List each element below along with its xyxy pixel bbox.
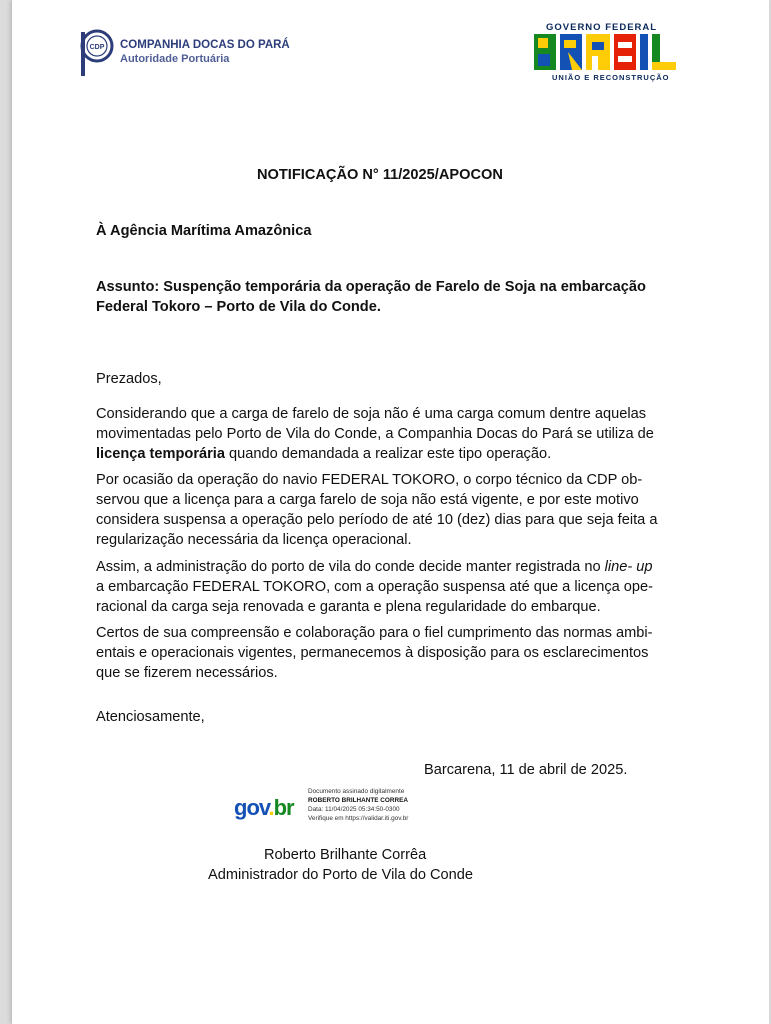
subject xyxy=(96,277,646,317)
paragraph-1-line-3 xyxy=(96,444,654,464)
stamp-date: Data: 11/04/2025 05:34:50-0300 xyxy=(308,806,400,813)
paragraph-4-line-2: entais e operacionais vigentes, permanecemos à disposição para os esclarecimentos xyxy=(96,645,649,661)
paragraph-2-line-1: Por ocasião da operação do navio FEDERAL TOKORO, o corpo técnico da CDP ob- xyxy=(96,472,643,488)
signer-name: Roberto Brilhante Corrêa xyxy=(264,847,427,863)
paragraph-2-line-4: regularização necessária da licença operacional. xyxy=(96,532,412,548)
paragraph-4-line-3: que se fizerem necessários. xyxy=(96,665,278,681)
stamp-details xyxy=(308,787,408,823)
licenca-temporaria-emphasis: licença temporária xyxy=(96,446,225,462)
paragraph-1-line-3-rest: quando demandada a realizar este tipo operação. xyxy=(224,446,552,462)
paragraph-2-line-2: servou que a licença para a carga farelo de soja não está vigente, e por este motivo xyxy=(96,492,639,508)
cdp-emblem-icon xyxy=(78,26,116,78)
paragraph-3-line-1-text: Assim, a administração do porto de vila do conde decide manter registrada no xyxy=(96,559,605,575)
paragraph-4-line-1: Certos de sua compreensão e colaboração para o fiel cumprimento das normas ambi- xyxy=(96,625,653,641)
govbr-gov: gov xyxy=(234,795,269,820)
brasil-wordmark-icon xyxy=(534,34,676,70)
subject-line-1: Assunto: Suspenção temporária da operação de Farelo de Soja na embarcação xyxy=(96,279,646,295)
paragraph-1-line-1: Considerando que a carga de farelo de soja não é uma carga comum dentre aquelas xyxy=(96,406,647,422)
paragraph-1-line-2: movimentadas pelo Porto de Vila do Conde, a Companhia Docas do Pará se utiliza de xyxy=(96,426,654,442)
cdp-company-name: COMPANHIA DOCAS DO PARÁ xyxy=(120,39,290,51)
cdp-logo xyxy=(78,26,298,80)
cdp-mark-text: CDP xyxy=(89,44,105,51)
paragraph-3 xyxy=(96,557,653,617)
governo-federal-logo xyxy=(530,22,680,84)
govbr-br: br xyxy=(273,795,294,820)
closing: Atenciosamente, xyxy=(96,709,205,725)
gov-top-label: GOVERNO FEDERAL xyxy=(546,22,658,33)
place-date: Barcarena, 11 de abril de 2025. xyxy=(424,762,628,778)
paragraph-4 xyxy=(96,623,652,683)
subject-line-2: Federal Tokoro – Porto de Vila do Conde. xyxy=(96,299,381,315)
cdp-subtitle: Autoridade Portuária xyxy=(120,53,230,65)
stamp-signer: ROBERTO BRILHANTE CORREA xyxy=(308,797,409,804)
notification-title: NOTIFICAÇÃO N° 11/2025/APOCON xyxy=(257,167,503,183)
govbr-logo xyxy=(234,795,294,821)
digital-signature-stamp xyxy=(234,787,434,829)
document-page xyxy=(12,0,769,1024)
paragraph-2 xyxy=(96,470,657,550)
signer-role: Administrador do Porto de Vila do Conde xyxy=(208,867,474,883)
stamp-verify-link[interactable]: Verifique em https://validar.iti.gov.br xyxy=(308,815,409,822)
addressee: À Agência Marítima Amazônica xyxy=(96,223,312,239)
govbr-dot: . xyxy=(268,795,274,820)
stamp-line-1: Documento assinado digitalmente xyxy=(308,788,405,795)
paragraph-3-line-1 xyxy=(96,557,653,577)
gov-slogan: UNIÃO E RECONSTRUÇÃO xyxy=(552,73,670,82)
line-up-emphasis: line- up xyxy=(604,559,653,575)
paragraph-1 xyxy=(96,404,654,464)
greeting: Prezados, xyxy=(96,371,162,387)
paragraph-3-line-2: a embarcação FEDERAL TOKORO, com a operação suspensa até que a licença ope- xyxy=(96,579,654,595)
paragraph-3-line-3: racional da carga seja renovada e garanta e plena regularidade do embarque. xyxy=(96,599,601,615)
paragraph-2-line-3: considera suspensa a operação pelo período de até 10 (dez) dias para que seja feita a xyxy=(96,512,658,528)
